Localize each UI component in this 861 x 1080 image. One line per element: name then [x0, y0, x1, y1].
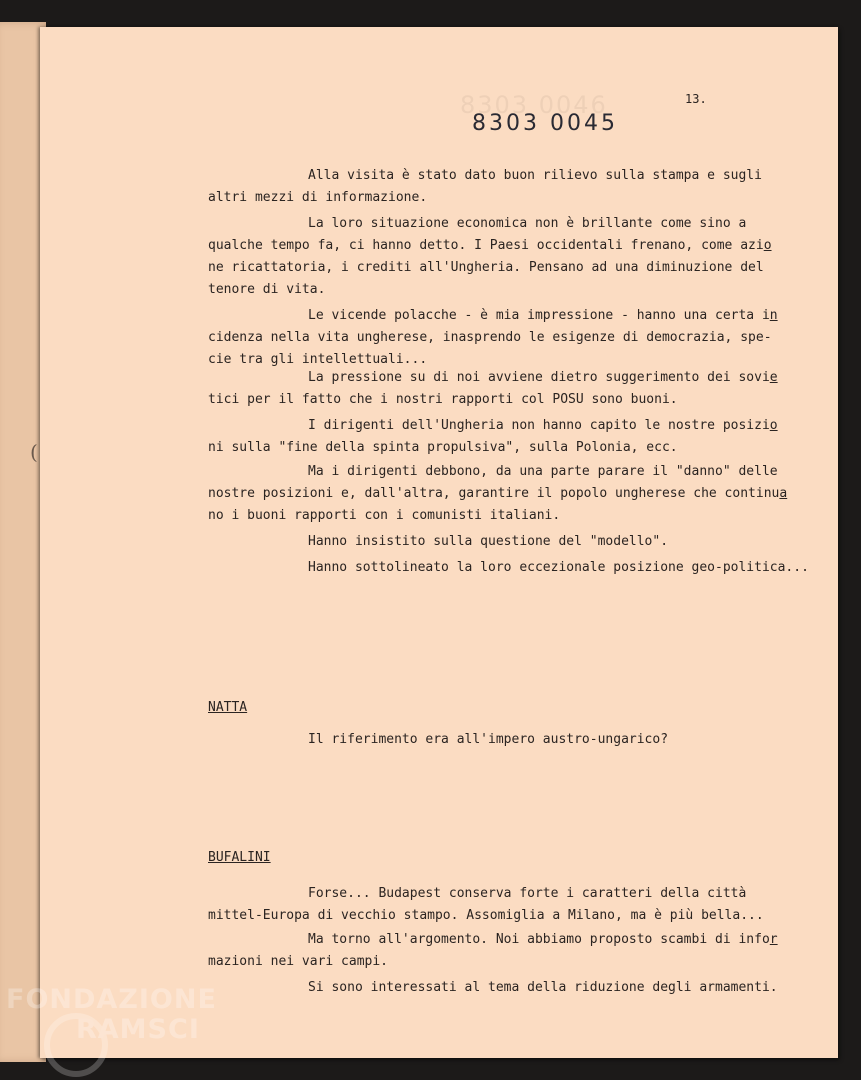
paragraph-line: I dirigenti dell'Ungheria non hanno capito le nostre posizio — [308, 418, 778, 433]
paragraph-line: Ma i dirigenti debbono, da una parte parare il "danno" delle — [308, 464, 778, 479]
paragraph-line: La pressione su di noi avviene dietro suggerimento dei sovie — [308, 370, 778, 385]
bleed-through-code: 8303 0046 — [460, 91, 608, 119]
paragraph-line: Hanno insistito sulla questione del "modello". — [308, 534, 669, 549]
paragraph-line: qualche tempo fa, ci hanno detto. I Paesi occidentali frenano, come azio — [208, 238, 772, 253]
paragraph-line: La loro situazione economica non è brillante come sino a — [308, 216, 747, 231]
watermark-line2: RAMSCI — [76, 1014, 200, 1045]
paragraph-line: cidenza nella vita ungherese, inasprendo le esigenze di democrazia, spe- — [208, 330, 772, 345]
paragraph-line: no i buoni rapporti con i comunisti italiani. — [208, 508, 561, 523]
paragraph-line: altri mezzi di informazione. — [208, 190, 428, 205]
paragraph-line: Alla visita è stato dato buon rilievo sulla stampa e sugli — [308, 168, 762, 183]
paragraph-line: mittel-Europa di vecchio stampo. Assomiglia a Milano, ma è più bella... — [208, 908, 764, 923]
watermark-line1: FONDAZIONE — [6, 984, 217, 1015]
document-page — [40, 27, 838, 1058]
paragraph-line: tenore di vita. — [208, 282, 326, 297]
paragraph-line: ni sulla "fine della spinta propulsiva", sulla Polonia, ecc. — [208, 440, 678, 455]
page-edge-mark: ( — [30, 440, 38, 464]
paragraph-line: nostre posizioni e, dall'altra, garantire il popolo ungherese che continua — [208, 486, 788, 501]
paragraph-line: cie tra gli intellettuali... — [208, 352, 428, 367]
paragraph-line: Hanno sottolineato la loro eccezionale posizione geo-politica... — [308, 560, 809, 575]
paragraph-line: Forse... Budapest conserva forte i caratteri della città — [308, 886, 747, 901]
speaker-bufalini: BUFALINI — [208, 850, 271, 865]
fondazione-gramsci-watermark — [6, 984, 217, 1045]
speaker-natta: NATTA — [208, 700, 248, 715]
paragraph-line: Si sono interessati al tema della riduzione degli armamenti. — [308, 980, 778, 995]
paragraph-line: ne ricattatoria, i crediti all'Ungheria. Pensano ad una diminuzione del — [208, 260, 764, 275]
paragraph-line: Le vicende polacche - è mia impressione - hanno una certa in — [308, 308, 778, 323]
paragraph-line: tici per il fatto che i nostri rapporti col POSU sono buoni. — [208, 392, 678, 407]
paragraph-line: mazioni nei vari campi. — [208, 954, 389, 969]
natta-question: Il riferimento era all'impero austro-ungarico? — [308, 732, 669, 747]
document-code: 8303 0045 — [472, 111, 618, 136]
paragraph-line: Ma torno all'argomento. Noi abbiamo proposto scambi di infor — [308, 932, 778, 947]
page-number: 13. — [685, 92, 707, 106]
